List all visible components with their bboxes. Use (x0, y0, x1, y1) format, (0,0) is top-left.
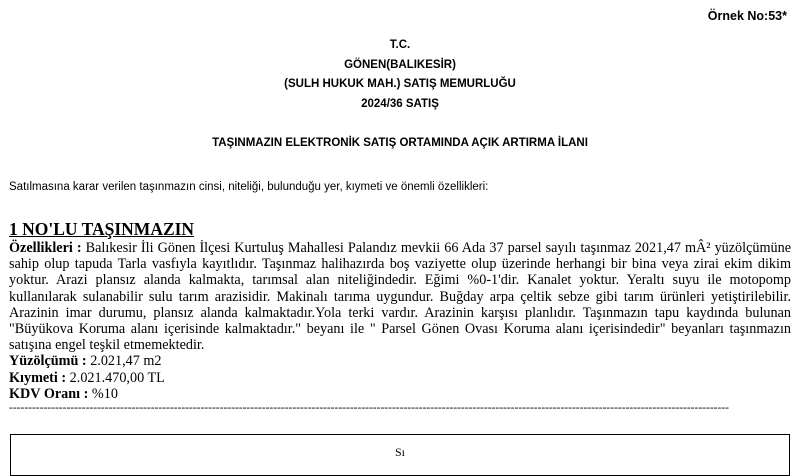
value-label: Kıymeti : (9, 369, 67, 386)
announcement-title: TAŞINMAZIN ELEKTRONİK SATIŞ ORTAMINDA AÇIK ARTIRMA İLANI (212, 137, 588, 149)
sample-number: Örnek No:53* (707, 9, 787, 23)
area-label: Yüzölçümü : (9, 353, 87, 370)
next-section-box (10, 434, 790, 476)
header-location: GÖNEN(BALIKESİR) (344, 58, 456, 71)
area-value: 2.021,47 m2 (86, 353, 162, 370)
header-case-number: 2024/36 SATIŞ (361, 97, 439, 110)
box-partial-text: Sı (394, 445, 405, 459)
property-value (9, 370, 791, 386)
court-header (0, 36, 800, 114)
vat-label: KDV Oranı : (9, 385, 89, 402)
features-label: Özellikleri : (9, 240, 82, 256)
property-features (9, 240, 791, 353)
intro-text: Satılmasına karar verilen taşınmazın cinsi, niteliği, bulunduğu yer, kıymeti ve önemli özellikleri: (9, 181, 489, 193)
features-text: Balıkesir İli Gönen İlçesi Kurtuluş Mahallesi Palandız mevkii 66 Ada 37 parsel sayılı taşınmaz 2021,47 mÂ² yüzölçümüne sahip olup tapuda Tarla vasfıyla kayıtlıdır. Taşınmaz halihazırda boş vaziyette olup üzerinde herhangi bir bina veya zirai ekim dikim yoktur. Arazi plansız alanda kalmakta, tarımsal alan niteliğindedir. Eğimi %0-1'dir. Kanalet yoktur. Yeraltı suyu ile motopomp kullanılarak sulanabilir sulu tarım arazisidir. Makinalı tarıma uygundur. Buğday arpa çeltik sebze gibi tarım ürünleri yetiştirilebilir. Arazinin imar durumu, plansız alanda kalmaktadır.Yola terki vardır. Arazinin karşısı planlıdır. Taşınmazın tapu kaydında bulunan "Büyükova Koruma alanı içerisinde kalmaktadır." beyanı ile " Parsel Gönen Ovası Koruma alanı içerisindedir" beyanları taşınmazın satışına engel teşkil etmemektedir. (9, 240, 791, 354)
property-area (9, 353, 791, 369)
separator-line: -------------------------------------------------------------------------------------------------------------------------------------------------------------------------------------------- (9, 402, 729, 415)
property-vat (9, 386, 791, 402)
vat-value: %10 (88, 385, 118, 402)
property-section (9, 219, 791, 414)
property-heading: 1 NO'LU TAŞINMAZIN (9, 219, 195, 239)
value-amount: 2.021.470,00 TL (66, 369, 165, 386)
header-office: (SULH HUKUK MAH.) SATIŞ MEMURLUĞU (284, 78, 516, 90)
header-tc: T.C. (389, 39, 411, 51)
